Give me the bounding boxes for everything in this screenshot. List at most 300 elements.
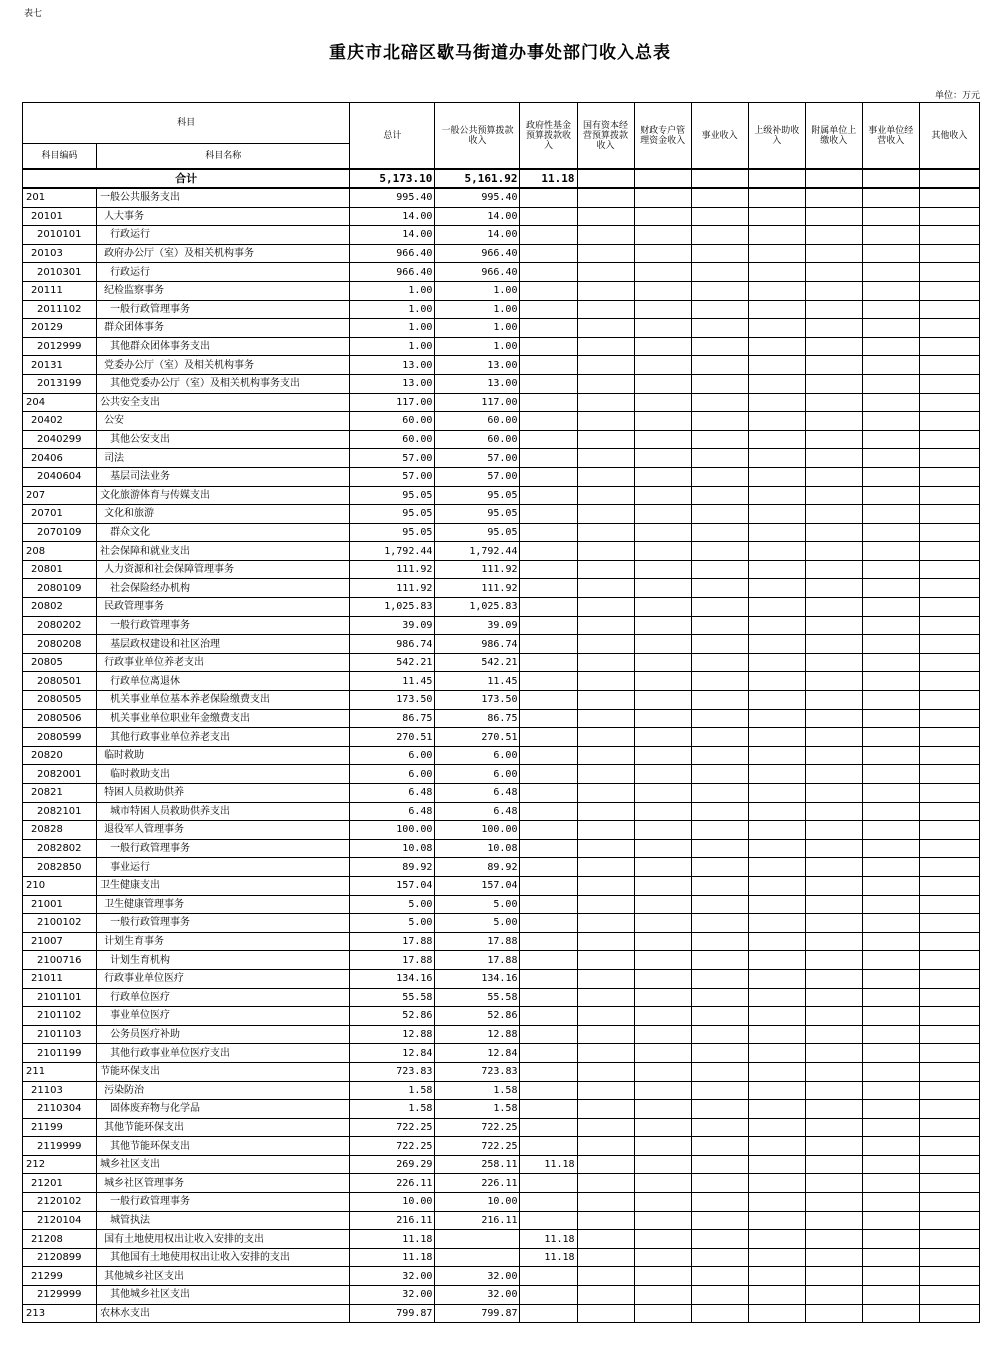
empty-cell — [805, 635, 862, 654]
empty-cell — [919, 263, 979, 282]
empty-cell — [691, 951, 748, 970]
subject-code: 212 — [23, 1155, 97, 1174]
total-amount: 1.00 — [350, 281, 435, 300]
subject-code: 2101102 — [23, 1007, 97, 1026]
general-budget-amount: 722.25 — [435, 1118, 520, 1137]
header-general-budget: 一般公共预算拨款收入 — [435, 103, 520, 170]
table-row — [23, 1304, 980, 1323]
gov-fund-amount — [520, 895, 577, 914]
subject-name: 基层司法业务 — [97, 467, 350, 486]
empty-cell — [862, 412, 919, 431]
subject-code: 2080505 — [23, 691, 97, 710]
subject-code: 2101103 — [23, 1025, 97, 1044]
total-amount: 12.84 — [350, 1044, 435, 1063]
empty-cell — [748, 635, 805, 654]
empty-cell — [805, 263, 862, 282]
table-row — [23, 1155, 980, 1174]
empty-cell — [919, 1081, 979, 1100]
table-row — [23, 802, 980, 821]
header-business: 事业收入 — [691, 103, 748, 170]
total-amount: 1.58 — [350, 1100, 435, 1119]
empty-cell — [805, 616, 862, 635]
total-amount: 6.48 — [350, 802, 435, 821]
empty-cell — [805, 281, 862, 300]
empty-cell — [862, 207, 919, 226]
empty-cell — [691, 263, 748, 282]
empty-cell — [634, 691, 691, 710]
general-budget-amount: 13.00 — [435, 356, 520, 375]
empty-cell — [577, 226, 634, 245]
empty-cell — [862, 691, 919, 710]
subject-code: 20101 — [23, 207, 97, 226]
subject-code: 20805 — [23, 653, 97, 672]
empty-cell — [691, 821, 748, 840]
empty-cell — [577, 374, 634, 393]
empty-cell — [919, 784, 979, 803]
gov-fund-amount — [520, 802, 577, 821]
gov-fund-amount — [520, 1304, 577, 1323]
empty-cell — [919, 281, 979, 300]
empty-cell — [577, 579, 634, 598]
general-budget-amount: 6.00 — [435, 765, 520, 784]
empty-cell — [691, 226, 748, 245]
empty-cell — [919, 207, 979, 226]
table-row — [23, 542, 980, 561]
table-row — [23, 188, 980, 207]
empty-cell — [691, 579, 748, 598]
empty-cell — [805, 430, 862, 449]
subject-code: 20820 — [23, 746, 97, 765]
empty-cell — [919, 467, 979, 486]
empty-cell — [919, 988, 979, 1007]
empty-cell — [748, 1174, 805, 1193]
empty-cell — [748, 1025, 805, 1044]
total-amount: 111.92 — [350, 560, 435, 579]
table-row — [23, 1193, 980, 1212]
empty-cell — [634, 412, 691, 431]
empty-cell — [748, 1118, 805, 1137]
subject-name: 一般公共服务支出 — [97, 188, 350, 207]
empty-cell — [805, 523, 862, 542]
subject-code: 207 — [23, 486, 97, 505]
empty-cell — [805, 467, 862, 486]
empty-cell — [577, 1025, 634, 1044]
empty-cell — [919, 486, 979, 505]
empty-cell — [691, 1304, 748, 1323]
empty-cell — [919, 746, 979, 765]
empty-cell — [634, 226, 691, 245]
empty-cell — [748, 895, 805, 914]
subject-code: 21001 — [23, 895, 97, 914]
empty-cell — [691, 300, 748, 319]
empty-cell — [919, 579, 979, 598]
empty-cell — [919, 1304, 979, 1323]
empty-cell — [691, 1062, 748, 1081]
header-operating: 事业单位经营收入 — [862, 103, 919, 170]
empty-cell — [577, 895, 634, 914]
empty-cell — [919, 1211, 979, 1230]
gov-fund-amount — [520, 1025, 577, 1044]
subject-code: 208 — [23, 542, 97, 561]
table-number: 表七 — [24, 9, 43, 19]
empty-cell — [748, 1230, 805, 1249]
empty-cell — [919, 895, 979, 914]
total-amount: 1,792.44 — [350, 542, 435, 561]
empty-cell — [634, 337, 691, 356]
table-row — [23, 1081, 980, 1100]
gov-fund-amount — [520, 951, 577, 970]
total-amount: 134.16 — [350, 969, 435, 988]
empty-cell — [805, 672, 862, 691]
general-budget-amount: 1.00 — [435, 300, 520, 319]
empty-cell — [577, 728, 634, 747]
total-amount: 1,025.83 — [350, 598, 435, 617]
empty-cell — [691, 653, 748, 672]
empty-cell — [805, 579, 862, 598]
empty-cell — [577, 281, 634, 300]
empty-cell — [919, 728, 979, 747]
empty-cell — [634, 802, 691, 821]
empty-cell — [862, 263, 919, 282]
empty-cell — [577, 319, 634, 338]
empty-cell — [919, 1137, 979, 1156]
empty-cell — [805, 1007, 862, 1026]
general-budget-amount: 13.00 — [435, 374, 520, 393]
empty-cell — [919, 765, 979, 784]
gov-fund-amount: 11.18 — [520, 1155, 577, 1174]
total-amount: 966.40 — [350, 244, 435, 263]
empty-cell — [919, 560, 979, 579]
empty-cell — [862, 746, 919, 765]
subject-code: 21201 — [23, 1174, 97, 1193]
empty-cell — [805, 505, 862, 524]
empty-cell — [634, 467, 691, 486]
table-row — [23, 635, 980, 654]
empty-cell — [805, 839, 862, 858]
empty-cell — [862, 467, 919, 486]
empty-cell — [862, 1062, 919, 1081]
table-row — [23, 356, 980, 375]
empty-cell — [748, 691, 805, 710]
gov-fund-amount — [520, 691, 577, 710]
empty-cell — [748, 1044, 805, 1063]
empty-cell — [691, 1007, 748, 1026]
gov-fund-amount — [520, 1118, 577, 1137]
general-budget-amount: 542.21 — [435, 653, 520, 672]
unit-label: 单位：万元 — [934, 91, 980, 101]
empty-cell — [805, 1174, 862, 1193]
empty-cell — [862, 839, 919, 858]
empty-cell — [634, 1062, 691, 1081]
empty-cell — [919, 337, 979, 356]
empty-cell — [577, 1100, 634, 1119]
total-amount: 95.05 — [350, 486, 435, 505]
empty-cell — [691, 244, 748, 263]
empty-cell — [805, 393, 862, 412]
empty-cell — [862, 1304, 919, 1323]
table-row — [23, 467, 980, 486]
empty-cell — [805, 319, 862, 338]
total-general: 5,161.92 — [435, 169, 520, 188]
subject-name: 临时救助 — [97, 746, 350, 765]
subject-name: 其他城乡社区支出 — [97, 1286, 350, 1305]
subject-name: 行政运行 — [97, 263, 350, 282]
subject-name: 公务员医疗补助 — [97, 1025, 350, 1044]
empty-cell — [748, 1137, 805, 1156]
total-total: 5,173.10 — [350, 169, 435, 188]
empty-cell — [862, 486, 919, 505]
empty-cell — [862, 374, 919, 393]
empty-cell — [691, 505, 748, 524]
empty-cell — [805, 449, 862, 468]
empty-cell — [919, 951, 979, 970]
subject-code: 201 — [23, 188, 97, 207]
table-row — [23, 932, 980, 951]
subject-code: 2080109 — [23, 579, 97, 598]
empty-cell — [577, 188, 634, 207]
subject-code: 2082802 — [23, 839, 97, 858]
empty-cell — [862, 1044, 919, 1063]
header-code: 科目编码 — [23, 144, 97, 170]
gov-fund-amount — [520, 1267, 577, 1286]
empty-cell — [577, 784, 634, 803]
gov-fund-amount — [520, 542, 577, 561]
empty-cell — [805, 207, 862, 226]
table-row — [23, 337, 980, 356]
total-amount: 14.00 — [350, 226, 435, 245]
empty-cell — [691, 802, 748, 821]
subject-name: 节能环保支出 — [97, 1062, 350, 1081]
header-name: 科目名称 — [97, 144, 350, 170]
empty-cell — [919, 1062, 979, 1081]
empty-cell — [919, 1025, 979, 1044]
empty-cell — [919, 839, 979, 858]
general-budget-amount: 6.00 — [435, 746, 520, 765]
subject-code: 21011 — [23, 969, 97, 988]
empty-cell — [577, 616, 634, 635]
gov-fund-amount — [520, 337, 577, 356]
subject-code: 2082850 — [23, 858, 97, 877]
empty-cell — [691, 560, 748, 579]
empty-cell — [634, 895, 691, 914]
empty-cell — [748, 914, 805, 933]
subject-name: 社会保障和就业支出 — [97, 542, 350, 561]
empty-cell — [805, 1230, 862, 1249]
table-row — [23, 653, 980, 672]
empty-cell — [634, 839, 691, 858]
gov-fund-amount — [520, 598, 577, 617]
empty-cell — [691, 1286, 748, 1305]
header-subject: 科目 — [23, 103, 350, 144]
empty-cell — [748, 1248, 805, 1267]
empty-cell — [919, 1248, 979, 1267]
general-budget-amount: 1.58 — [435, 1100, 520, 1119]
general-budget-amount: 14.00 — [435, 226, 520, 245]
gov-fund-amount — [520, 784, 577, 803]
general-budget-amount: 11.45 — [435, 672, 520, 691]
empty-cell — [577, 300, 634, 319]
empty-cell — [634, 263, 691, 282]
empty-cell — [748, 374, 805, 393]
table-row — [23, 1062, 980, 1081]
gov-fund-amount — [520, 709, 577, 728]
empty-cell — [577, 523, 634, 542]
empty-cell — [634, 709, 691, 728]
subject-name: 其他节能环保支出 — [97, 1118, 350, 1137]
empty-cell — [691, 337, 748, 356]
total-amount: 6.48 — [350, 784, 435, 803]
empty-cell — [577, 1267, 634, 1286]
empty-cell — [577, 1230, 634, 1249]
general-budget-amount — [435, 1248, 520, 1267]
gov-fund-amount — [520, 932, 577, 951]
empty-cell — [862, 598, 919, 617]
empty-cell — [919, 914, 979, 933]
empty-cell — [748, 560, 805, 579]
empty-cell — [919, 672, 979, 691]
gov-fund-amount — [520, 1211, 577, 1230]
empty-cell — [805, 337, 862, 356]
empty-cell — [919, 393, 979, 412]
table-row — [23, 914, 980, 933]
empty-cell — [634, 1007, 691, 1026]
empty-cell — [805, 1248, 862, 1267]
empty-cell — [862, 988, 919, 1007]
total-amount: 111.92 — [350, 579, 435, 598]
empty-cell — [919, 802, 979, 821]
table-row — [23, 1211, 980, 1230]
gov-fund-amount — [520, 1137, 577, 1156]
empty-cell — [691, 876, 748, 895]
empty-cell — [862, 1286, 919, 1305]
gov-fund-amount — [520, 1062, 577, 1081]
empty-cell — [862, 244, 919, 263]
empty-cell — [748, 505, 805, 524]
total-amount: 270.51 — [350, 728, 435, 747]
general-budget-amount: 57.00 — [435, 467, 520, 486]
header-fiscal-special: 财政专户管理资金收入 — [634, 103, 691, 170]
table-row — [23, 449, 980, 468]
empty-cell — [862, 1137, 919, 1156]
empty-cell — [634, 523, 691, 542]
empty-cell — [862, 560, 919, 579]
empty-cell — [634, 932, 691, 951]
general-budget-amount: 226.11 — [435, 1174, 520, 1193]
empty-cell — [919, 542, 979, 561]
empty-cell — [634, 784, 691, 803]
empty-cell — [691, 1230, 748, 1249]
subject-name: 社会保险经办机构 — [97, 579, 350, 598]
general-budget-amount: 60.00 — [435, 430, 520, 449]
general-budget-amount: 270.51 — [435, 728, 520, 747]
empty-cell — [748, 1211, 805, 1230]
empty-cell — [748, 672, 805, 691]
total-amount: 995.40 — [350, 188, 435, 207]
general-budget-amount: 95.05 — [435, 523, 520, 542]
empty-cell — [919, 505, 979, 524]
empty-cell — [748, 839, 805, 858]
empty-cell — [748, 784, 805, 803]
general-budget-amount: 723.83 — [435, 1062, 520, 1081]
subject-name: 公安 — [97, 412, 350, 431]
empty-cell — [577, 244, 634, 263]
empty-cell — [862, 188, 919, 207]
total-amount: 722.25 — [350, 1137, 435, 1156]
general-budget-amount: 111.92 — [435, 579, 520, 598]
header-total: 总计 — [350, 103, 435, 170]
table-row — [23, 430, 980, 449]
empty-cell — [691, 1155, 748, 1174]
empty-cell — [577, 393, 634, 412]
gov-fund-amount — [520, 635, 577, 654]
subject-name: 退役军人管理事务 — [97, 821, 350, 840]
empty-cell — [805, 914, 862, 933]
table-row — [23, 505, 980, 524]
subject-code: 20402 — [23, 412, 97, 431]
table-row — [23, 728, 980, 747]
table-row — [23, 300, 980, 319]
subject-code: 204 — [23, 393, 97, 412]
empty-cell — [805, 746, 862, 765]
empty-cell — [634, 1267, 691, 1286]
general-budget-amount: 32.00 — [435, 1267, 520, 1286]
subject-name: 政府办公厅（室）及相关机构事务 — [97, 244, 350, 263]
empty-cell — [691, 449, 748, 468]
table-row — [23, 969, 980, 988]
empty-cell — [691, 784, 748, 803]
subject-code: 2080202 — [23, 616, 97, 635]
empty-cell — [634, 672, 691, 691]
general-budget-amount: 86.75 — [435, 709, 520, 728]
empty-cell — [805, 542, 862, 561]
table-row — [23, 951, 980, 970]
empty-cell — [748, 281, 805, 300]
empty-cell — [862, 1155, 919, 1174]
subject-code: 2120899 — [23, 1248, 97, 1267]
total-amount: 32.00 — [350, 1267, 435, 1286]
empty-cell — [748, 821, 805, 840]
empty-cell — [805, 1100, 862, 1119]
total-amount: 6.00 — [350, 746, 435, 765]
subject-name: 农林水支出 — [97, 1304, 350, 1323]
general-budget-amount: 966.40 — [435, 263, 520, 282]
general-budget-amount: 216.11 — [435, 1211, 520, 1230]
gov-fund-amount — [520, 1100, 577, 1119]
subject-code: 2100716 — [23, 951, 97, 970]
empty-cell — [634, 969, 691, 988]
subject-name: 基层政权建设和社区治理 — [97, 635, 350, 654]
empty-cell — [862, 1248, 919, 1267]
empty-cell — [748, 523, 805, 542]
empty-cell — [919, 969, 979, 988]
empty-cell — [919, 1044, 979, 1063]
subject-name: 行政单位离退休 — [97, 672, 350, 691]
empty-cell — [577, 449, 634, 468]
subject-code: 21103 — [23, 1081, 97, 1100]
empty-cell — [919, 876, 979, 895]
total-amount: 10.00 — [350, 1193, 435, 1212]
empty-cell — [634, 1100, 691, 1119]
empty-cell — [577, 542, 634, 561]
empty-cell — [691, 1081, 748, 1100]
empty-cell — [577, 1193, 634, 1212]
general-budget-amount: 17.88 — [435, 932, 520, 951]
empty-cell — [862, 709, 919, 728]
empty-cell — [577, 746, 634, 765]
empty-cell — [919, 691, 979, 710]
empty-cell — [805, 300, 862, 319]
gov-fund-amount — [520, 449, 577, 468]
